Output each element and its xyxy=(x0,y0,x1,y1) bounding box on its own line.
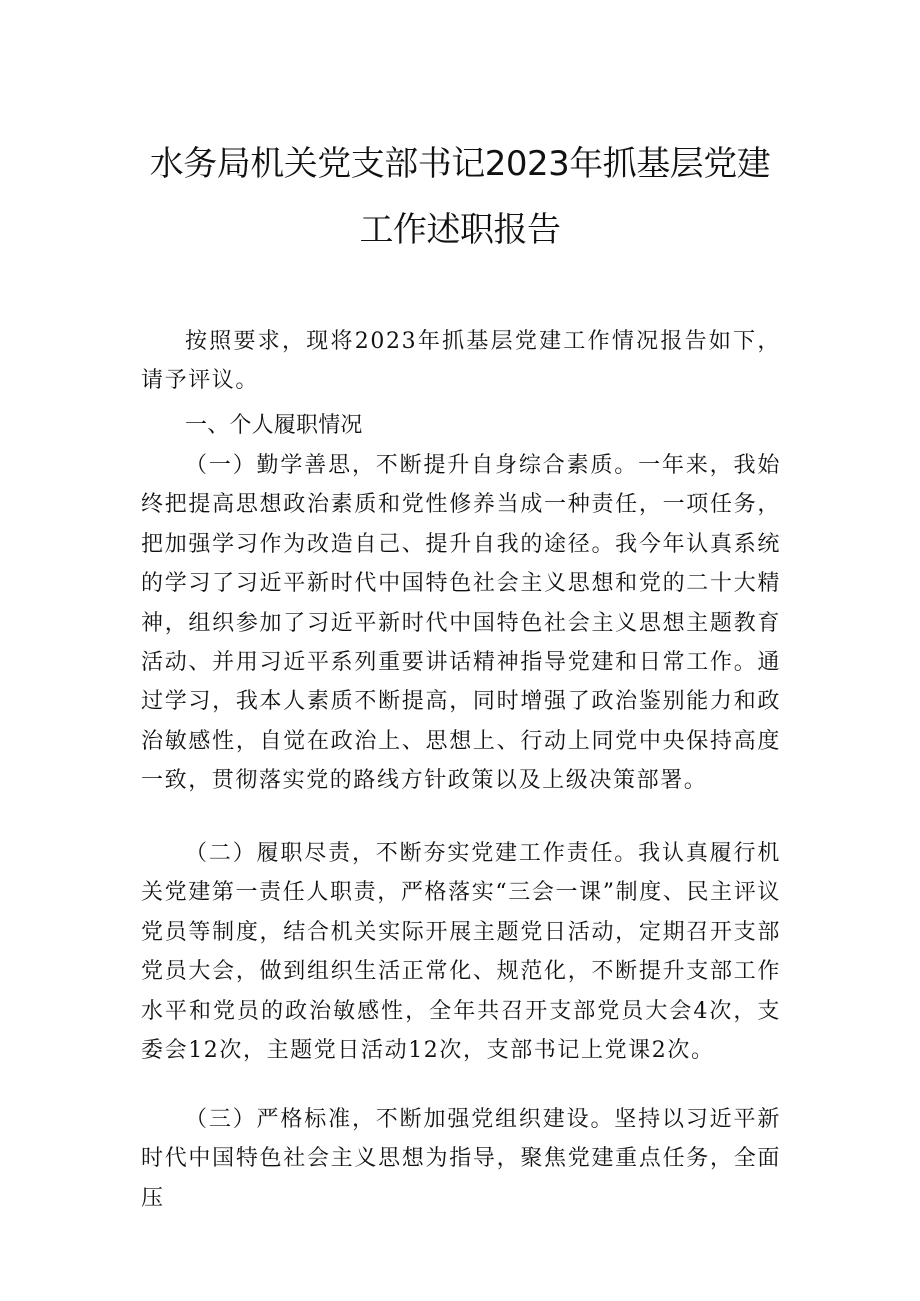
intro-paragraph xyxy=(141,322,781,401)
document-title-line-1: 水务局机关党支部书记2023年抓基层党建 xyxy=(149,144,771,184)
section-paragraph-1 xyxy=(141,446,781,801)
section-heading-1 xyxy=(141,406,781,445)
intro-text: 按照要求，现将2023年抓基层党建工作情况报告如下，请予评议。 xyxy=(141,329,781,394)
document-title-line-2: 工作述职报告 xyxy=(359,210,561,250)
section-2-text: （二）履职尽责，不断夯实党建工作责任。我认真履行机关党建第一责任人职责，严格落实“三会一课”制度、民主评议党员等制度，结合机关实际开展主题党日活动，定期召开支部党员大会，做到组织生活正常化、规范化，不断提升支部工作水平和党员的政治敏感性，全年共召开支部党员大会4次，支委会12次，主题党日活动12次，支部书记上党课2次。 xyxy=(141,841,781,1064)
heading-text: 一、个人履职情况 xyxy=(185,413,363,438)
section-3-text: （三）严格标准，不断加强党组织建设。坚持以习近平新时代中国特色社会主义思想为指导，聚焦党建重点任务，全面压 xyxy=(141,1107,781,1211)
section-paragraph-2 xyxy=(141,834,781,1070)
section-1-text: （一）勤学善思，不断提升自身综合素质。一年来，我始终把提高思想政治素质和党性修养当成一种责任，一项任务，把加强学习作为改造自己、提升自我的途径。我今年认真系统的学习了习近平新时代中国特色社会主义思想和党的二十大精神，组织参加了习近平新时代中国特色社会主义思想主题教育活动、并用习近平系列重要讲话精神指导党建和日常工作。通过学习，我本人素质不断提高，同时增强了政治鉴别能力和政治敏感性，自觉在政治上、思想上、行动上同党中央保持高度一致，贯彻落实党的路线方针政策以及上级决策部署。 xyxy=(141,453,781,794)
section-paragraph-3 xyxy=(141,1100,781,1218)
